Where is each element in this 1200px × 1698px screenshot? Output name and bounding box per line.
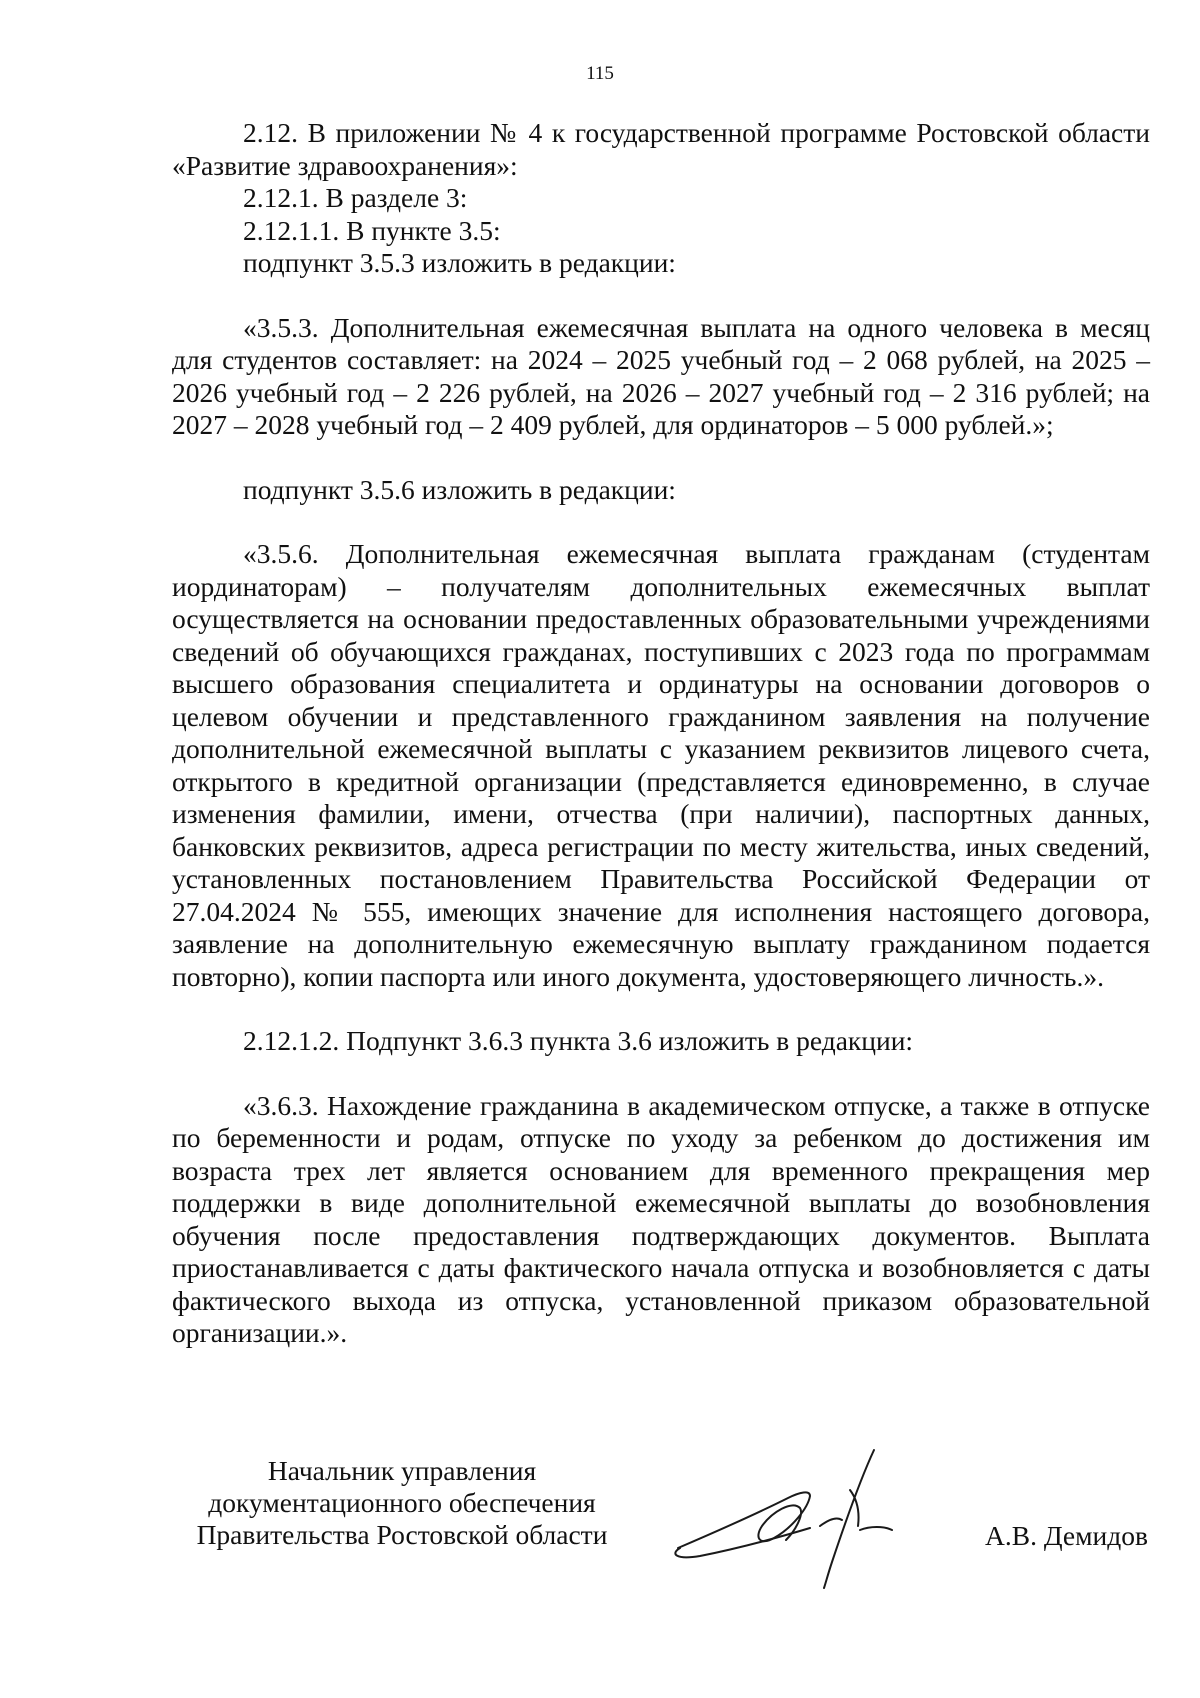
handwritten-signature (660, 1430, 960, 1600)
official-title-line-3: Правительства Ростовской области (196, 1519, 608, 1550)
signer-name: А.В. Демидов (985, 1520, 1148, 1551)
paragraph-subpoint-3-5-6-intro: подпункт 3.5.6 изложить в редакции: (243, 473, 676, 505)
official-title-line-2: документационного обеспечения (208, 1487, 596, 1518)
document-body (172, 117, 1150, 1350)
paragraph-2-12: 2.12. В приложении № 4 к государственной программе Ростовской области «Развитие здравоохранения»: (172, 117, 1150, 181)
paragraph-subpoint-3-5-3-intro: подпункт 3.5.3 изложить в редакции: (243, 247, 676, 278)
official-title-line-1: Начальник управления (267, 1455, 537, 1486)
paragraph-2-12-1-1: 2.12.1.1. В пункте 3.5: (243, 214, 501, 246)
paragraph-3-5-6: «3.5.6. Дополнительная ежемесячная выплата гражданам (студентам иординаторам) – получателям дополнительных ежемесячных выплат осуществляется на основании предоставленных образовательными учреждениями сведений об обучающихся гражданах, поступивших с 2023 года по программам высшего образования специалитета и ординатуры на основании договоров о целевом обучении и представленного гражданином заявления на получение дополнительной ежемесячной выплаты с указанием реквизитов лицевого счета, открытого в кредитной организации (представляется единовременно, в случае изменения фамилии, имени, отчества (при наличии), паспортных данных, банковских реквизитов, адреса регистрации по месту жительства, иных сведений, установленных постановлением Правительства Российской Федерации от 27.04.2024 № 555, имеющих значение для исполнения настоящего договора, заявление на дополнительную ежемесячную выплату гражданином подается повторно), копии паспорта или иного документа, удостоверяющего личность.». (172, 538, 1150, 992)
official-title (172, 1455, 632, 1551)
paragraph-2-12-1-2: 2.12.1.2. Подпункт 3.6.3 пункта 3.6 изложить в редакции: (243, 1025, 914, 1056)
paragraph-3-6-3: «3.6.3. Нахождение гражданина в академическом отпуске, а также в отпуске по беременности и родам, отпуске по уходу за ребенком до достижения им возраста трех лет является основанием для временного прекращения мер поддержки в виде дополнительной ежемесячной выплаты до возобновления обучения после предоставления подтверждающих документов. Выплата приостанавливается с даты фактического начала отпуска и возобновляется с даты фактического выхода из отпуска, установленной приказом образовательной организации.». (172, 1089, 1150, 1348)
paragraph-2-12-1: 2.12.1. В разделе 3: (243, 182, 468, 213)
paragraph-3-5-3: «3.5.3. Дополнительная ежемесячная выплата на одного человека в месяц для студентов составляет: на 2024 – 2025 учебный год – 2 068 рублей, на 2025 – 2026 учебный год – 2 226 рублей, на 2026 – 2027 учебный год – 2 316 рублей; на 2027 – 2028 учебный год – 2 409 рублей, для ординаторов – 5 000 рублей.»; (172, 311, 1150, 440)
page-number: 115 (586, 63, 614, 84)
